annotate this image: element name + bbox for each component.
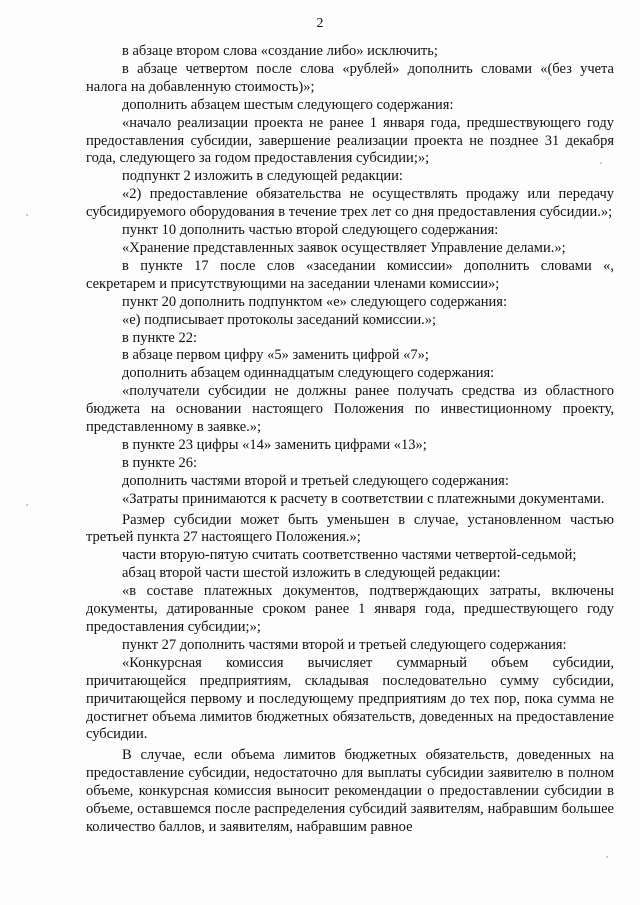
paragraph: «Затраты принимаются к расчету в соответствии с платежными документами. bbox=[122, 490, 605, 507]
paragraph: подпункт 2 изложить в следующей редакции: bbox=[122, 168, 403, 185]
paragraph: дополнить абзацем шестым следующего содержания: bbox=[122, 96, 454, 113]
paragraph: дополнить частями второй и третьей следующего содержания: bbox=[122, 472, 509, 489]
paragraph: В случае, если объема лимитов бюджетных обязательств, доведенных на предоставление субсидии, недостаточно для выплаты субсидии заявителю в полном объеме, конкурсная комиссия выносит рекомендации о предоставлении субсидии в объеме, оставшемся после распределения субсидий заявителям, набравшим большее количество баллов, и заявителям, набравшим равное bbox=[86, 747, 614, 835]
paragraph: «начало реализации проекта не ранее 1 января года, предшествующего году предоставления субсидии, завершение реализации проекта не позднее 31 декабря года, следующего за годом предоставления субсидии;»; bbox=[86, 114, 614, 167]
paragraph: пункт 20 дополнить подпунктом «е» следующего содержания: bbox=[122, 293, 508, 310]
paragraph: «получатели субсидии не должны ранее получать средства из областного бюджета на основании настоящего Положения по инвестиционному проекту, представленному в заявке.»; bbox=[86, 383, 614, 436]
paragraph: дополнить абзацем одиннадцатым следующего содержания: bbox=[122, 365, 495, 382]
paragraph: пункт 10 дополнить частью второй следующего содержания: bbox=[122, 222, 499, 239]
paragraph: «в составе платежных документов, подтверждающих затраты, включены документы, датированные сроком ранее 1 января года, предшествующего году предоставления субсидии;»; bbox=[86, 583, 614, 635]
document-body bbox=[86, 43, 614, 837]
scan-speck bbox=[606, 856, 608, 858]
paragraph: в пункте 26: bbox=[122, 454, 198, 471]
paragraph: в абзаце четвертом после слова «рублей» дополнить словами «(без учета налога на добавленную стоимость)»; bbox=[86, 60, 614, 95]
paragraph: абзац второй части шестой изложить в следующей редакции: bbox=[122, 565, 501, 582]
paragraph: «е) подписывает протоколы заседаний комиссии.»; bbox=[122, 311, 436, 328]
page-number: 2 bbox=[316, 16, 324, 31]
paragraph: в абзаце первом цифру «5» заменить цифрой «7»; bbox=[122, 347, 429, 364]
paragraph: части вторую-пятую считать соответственно частями четвертой-седьмой; bbox=[122, 547, 577, 564]
paragraph: в пункте 17 после слов «заседании комиссии» дополнить словами «, секретарем и присутствующими на заседании членами комиссии»; bbox=[86, 257, 614, 292]
paragraph: в пункте 22: bbox=[122, 329, 198, 346]
paragraph: пункт 27 дополнить частями второй и третьей следующего содержания: bbox=[122, 636, 567, 653]
paragraph: «Хранение представленных заявок осуществляет Управление делами.»; bbox=[122, 239, 566, 256]
scan-speck bbox=[600, 162, 602, 164]
paragraph: в абзаце втором слова «создание либо» исключить; bbox=[122, 43, 438, 59]
scan-speck bbox=[26, 504, 28, 506]
paragraph: «2) предоставление обязательства не осуществлять продажу или передачу субсидируемого оборудования в течение трех лет со дня предоставления субсидии.»; bbox=[86, 186, 614, 221]
paragraph: в пункте 23 цифры «14» заменить цифрами «13»; bbox=[122, 436, 427, 453]
paragraph: Размер субсидии может быть уменьшен в случае, установленном частью третьей пункта 27 настоящего Положения.»; bbox=[86, 511, 614, 546]
scan-speck bbox=[26, 214, 28, 216]
paragraph: «Конкурсная комиссия вычисляет суммарный объем субсидии, причитающейся предприятиям, складывая последовательно сумму субсидии, причитающейся первому и последующему предприятиям до тех пор, пока сумма не достигнет объема лимитов бюджетных обязательств, доведенных на предоставление субсидии. bbox=[86, 654, 614, 743]
